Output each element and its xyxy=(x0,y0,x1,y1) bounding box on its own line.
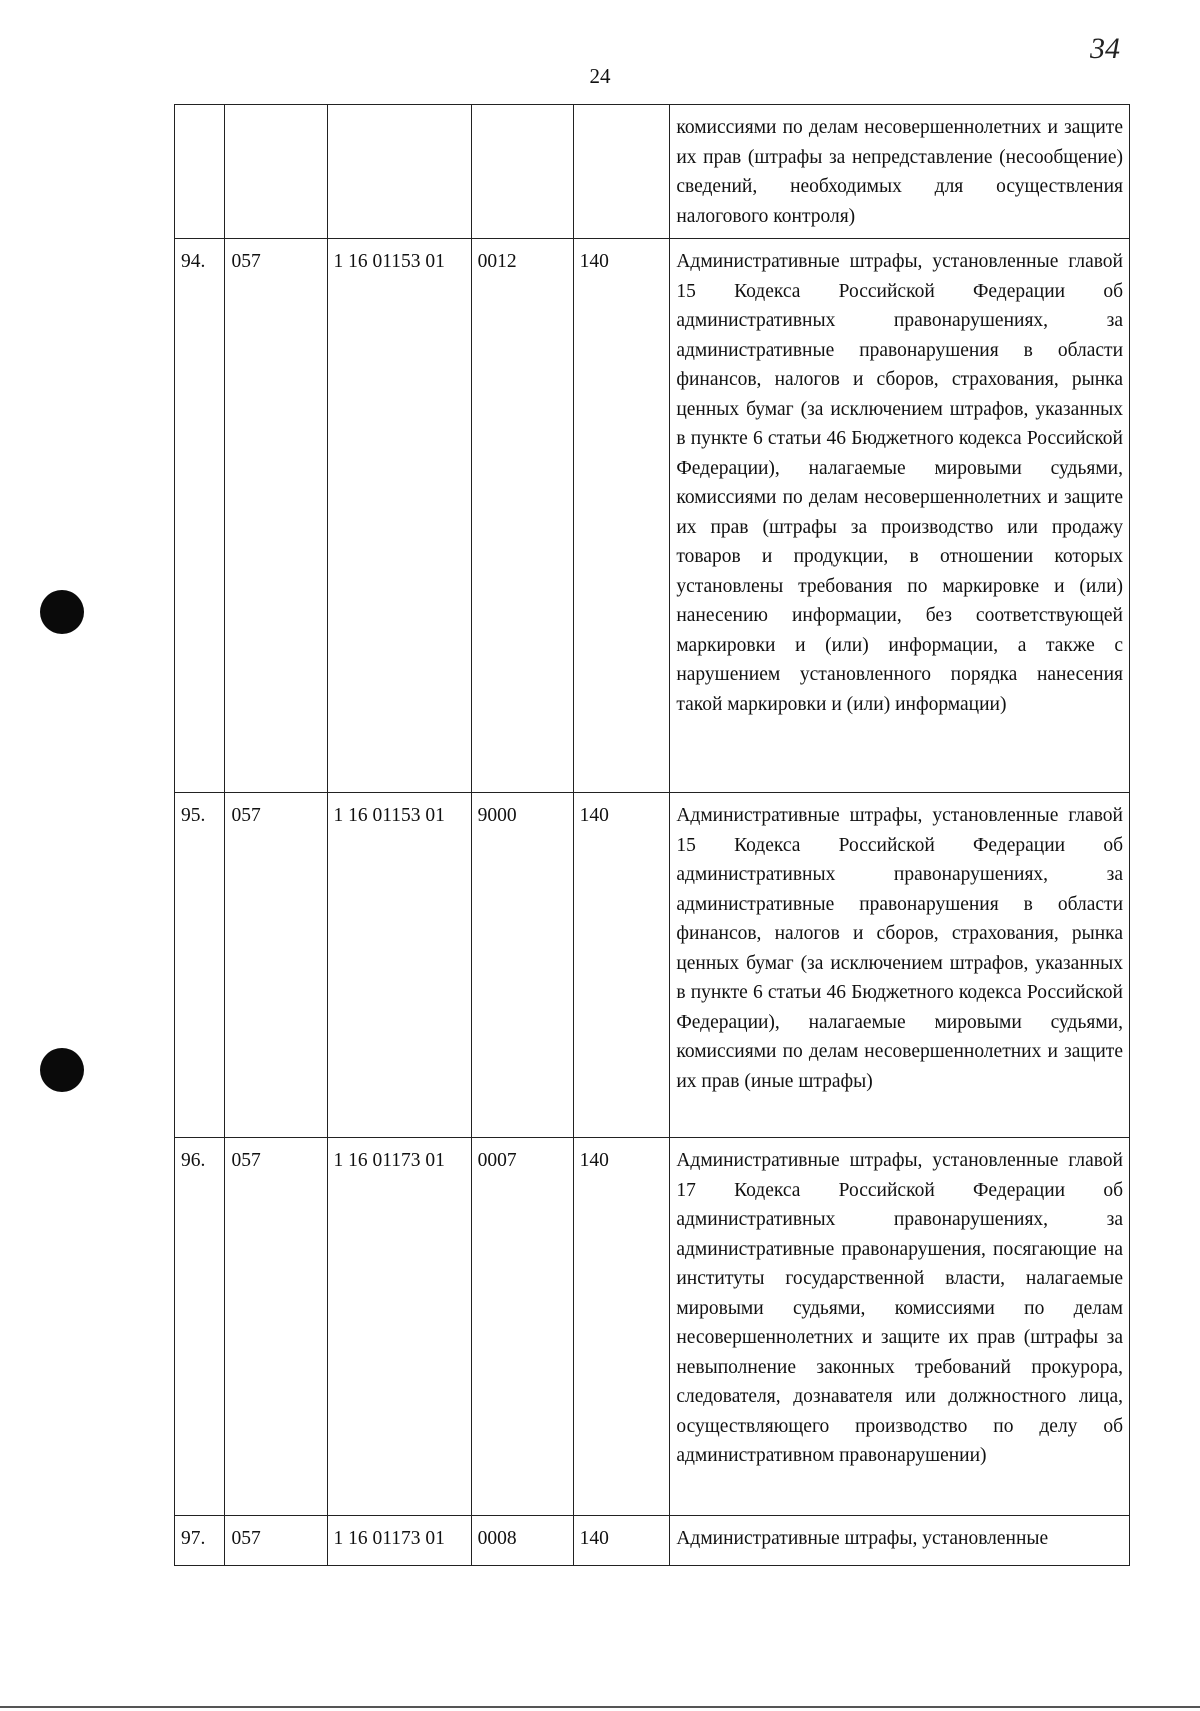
punch-hole-mark xyxy=(40,1048,84,1092)
kosgu-code-cell: 140 xyxy=(573,1516,670,1566)
subtype-code-cell: 9000 xyxy=(471,793,573,1138)
table-row xyxy=(175,239,1130,793)
kosgu-code-cell: 140 xyxy=(573,793,670,1138)
row-number-cell: 94. xyxy=(175,239,225,793)
kbk-code-cell: 1 16 01173 01 xyxy=(327,1138,471,1516)
description-cell: Административные штрафы, установленные главой 15 Кодекса Российской Федерации об административных правонарушениях, за административные правонарушения в области финансов, налогов и сборов, страхования, рынка ценных бумаг (за исключением штрафов, указанных в пункте 6 статьи 46 Бюджетного кодекса Российской Федерации), налагаемые мировыми судьями, комиссиями по делам несовершеннолетних и защите их прав (штрафы за производство или продажу товаров и продукции, в отношении которых установлены требования по маркировке и (или) нанесению информации, без соответствующей маркировки и (или) информации, а также с нарушением установленного порядка нанесения такой маркировки и (или) информации) xyxy=(670,239,1130,793)
kbk-code-cell: 1 16 01153 01 xyxy=(327,793,471,1138)
description-cell: Административные штрафы, установленные главой 15 Кодекса Российской Федерации об административных правонарушениях, за административные правонарушения в области финансов, налогов и сборов, страхования, рынка ценных бумаг (за исключением штрафов, указанных в пункте 6 статьи 46 Бюджетного кодекса Российской Федерации), налагаемые мировыми судьями, комиссиями по делам несовершеннолетних и защите их прав (иные штрафы) xyxy=(670,793,1130,1138)
subtype-code-cell: 0012 xyxy=(471,239,573,793)
kbk-code-cell: 1 16 01173 01 xyxy=(327,1516,471,1566)
kosgu-code-cell: 140 xyxy=(573,1138,670,1516)
row-number-cell: 95. xyxy=(175,793,225,1138)
table-row xyxy=(175,1516,1130,1566)
table-row xyxy=(175,1138,1130,1516)
row-number-cell: 96. xyxy=(175,1138,225,1516)
admin-code-cell xyxy=(225,105,327,239)
row-number-cell xyxy=(175,105,225,239)
kosgu-code-cell xyxy=(573,105,670,239)
table-row xyxy=(175,793,1130,1138)
scan-edge-line xyxy=(0,1706,1200,1708)
punch-hole-mark xyxy=(40,590,84,634)
description-cell: Административные штрафы, установленные xyxy=(670,1516,1130,1566)
description-cell: комиссиями по делам несовершеннолетних и защите их прав (штрафы за непредставление (несообщение) сведений, необходимых для осуществления налогового контроля) xyxy=(670,105,1130,239)
kbk-code-cell xyxy=(327,105,471,239)
admin-code-cell: 057 xyxy=(225,793,327,1138)
admin-code-cell: 057 xyxy=(225,239,327,793)
subtype-code-cell: 0008 xyxy=(471,1516,573,1566)
table-row xyxy=(175,105,1130,239)
description-cell: Административные штрафы, установленные главой 17 Кодекса Российской Федерации об административных правонарушениях, за административные правонарушения, посягающие на институты государственной власти, налагаемые мировыми судьями, комиссиями по делам несовершеннолетних и защите их прав (штрафы за невыполнение законных требований прокурора, следователя, дознавателя или должностного лица, осуществляющего производство по делу об административном правонарушении) xyxy=(670,1138,1130,1516)
kbk-code-cell: 1 16 01153 01 xyxy=(327,239,471,793)
row-number-cell: 97. xyxy=(175,1516,225,1566)
handwritten-sheet-number: 34 xyxy=(1090,32,1120,65)
admin-code-cell: 057 xyxy=(225,1516,327,1566)
page-number: 24 xyxy=(589,64,611,88)
subtype-code-cell xyxy=(471,105,573,239)
subtype-code-cell: 0007 xyxy=(471,1138,573,1516)
kosgu-code-cell: 140 xyxy=(573,239,670,793)
admin-code-cell: 057 xyxy=(225,1138,327,1516)
budget-codes-table xyxy=(174,104,1130,1566)
